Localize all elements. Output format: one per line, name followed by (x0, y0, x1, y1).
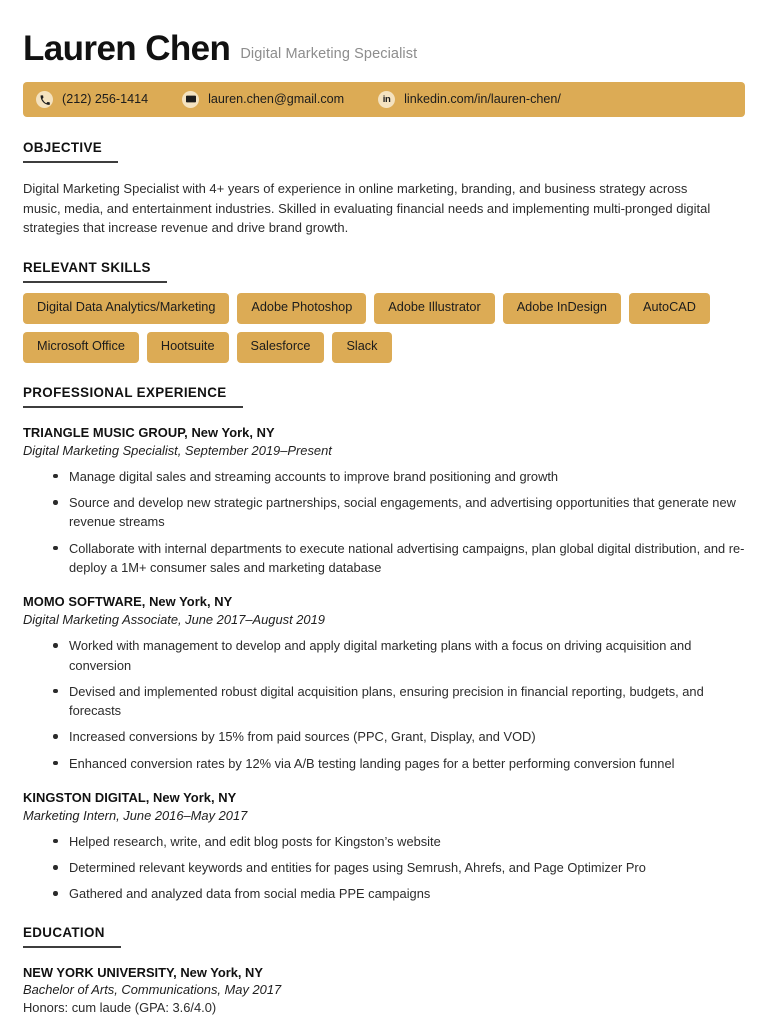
skill-pill: Digital Data Analytics/Marketing (23, 293, 229, 324)
experience-entry (23, 425, 745, 577)
experience-company: KINGSTON DIGITAL, New York, NY (23, 789, 237, 805)
experience-bullet: Increased conversions by 15% from paid sources (PPC, Grant, Display, and VOD) (53, 727, 745, 746)
experience-bullet: Gathered and analyzed data from social media PPE campaigns (53, 884, 745, 903)
contact-bar (23, 82, 745, 117)
experience-list (23, 425, 745, 904)
skill-pill: Adobe Illustrator (374, 293, 494, 324)
experience-bullets (23, 467, 745, 577)
section-experience (23, 384, 745, 904)
experience-bullets (23, 832, 745, 904)
contact-phone[interactable] (36, 91, 148, 108)
section-title-skills: RELEVANT SKILLS (23, 260, 167, 283)
section-title-objective: OBJECTIVE (23, 140, 118, 163)
contact-linkedin[interactable] (378, 91, 561, 108)
candidate-headline: Digital Marketing Specialist (240, 46, 418, 62)
experience-title: Digital Marketing Specialist, September 2019–Present (23, 442, 332, 458)
education-degree: Bachelor of Arts, Communications, May 2017 (23, 981, 282, 997)
experience-entry (23, 790, 745, 904)
experience-title: Marketing Intern, June 2016–May 2017 (23, 807, 248, 823)
linkedin-icon (378, 91, 395, 108)
experience-company: TRIANGLE MUSIC GROUP, New York, NY (23, 424, 275, 440)
experience-bullet: Source and develop new strategic partnerships, social engagements, and advertising opportunities that generate new revenue streams (53, 493, 745, 532)
contact-linkedin-value: linkedin.com/in/lauren-chen/ (404, 92, 561, 107)
experience-bullet: Enhanced conversion rates by 12% via A/B testing landing pages for a better performing conversion funnel (53, 754, 745, 773)
envelope-icon (182, 91, 199, 108)
section-title-experience: PROFESSIONAL EXPERIENCE (23, 385, 243, 408)
experience-entry (23, 594, 745, 773)
contact-email-value: lauren.chen@gmail.com (208, 92, 345, 107)
experience-bullet: Manage digital sales and streaming accounts to improve brand positioning and growth (53, 467, 745, 486)
skill-pill: Hootsuite (147, 332, 229, 363)
section-title-education: EDUCATION (23, 925, 121, 948)
skill-pill: Salesforce (237, 332, 325, 363)
section-skills (23, 259, 745, 363)
experience-bullet: Determined relevant keywords and entities for pages using Semrush, Ahrefs, and Page Optimizer Pro (53, 858, 745, 877)
section-education (23, 924, 745, 1015)
objective-text: Digital Marketing Specialist with 4+ years of experience in online marketing, branding, and business strategy across music, media, and entertainment industries. Skilled in evaluating financial needs and implementing multi-pronged digital strategies that increase revenue and drive brand growth. (23, 180, 711, 236)
education-entry (23, 965, 745, 1015)
experience-bullet: Worked with management to develop and apply digital marketing plans with a focus on driving acquisition and conversion (53, 636, 745, 675)
candidate-name: Lauren Chen (23, 29, 231, 68)
skill-pill: Adobe Photoshop (237, 293, 366, 324)
experience-title: Digital Marketing Associate, June 2017–August 2019 (23, 612, 325, 628)
skill-pill: AutoCAD (629, 293, 710, 324)
skill-pill: Slack (332, 332, 391, 363)
contact-email[interactable] (182, 91, 344, 108)
experience-bullets (23, 636, 745, 773)
experience-bullet: Collaborate with internal departments to execute national advertising campaigns, plan global digital distribution, and re-deploy a 1M+ consumer sales and marketing database (53, 539, 745, 578)
phone-icon (36, 91, 53, 108)
experience-company: MOMO SOFTWARE, New York, NY (23, 594, 233, 610)
experience-bullet: Devised and implemented robust digital acquisition plans, ensuring precision in financial reporting, budgets, and forecasts (53, 682, 745, 721)
education-school: NEW YORK UNIVERSITY, New York, NY (23, 964, 263, 980)
skill-pill: Adobe InDesign (503, 293, 621, 324)
education-honors: Honors: cum laude (GPA: 3.6/4.0) (23, 999, 217, 1015)
skills-list (23, 293, 745, 363)
linkedin-glyph: in (382, 94, 391, 105)
resume-header (23, 0, 745, 68)
experience-bullet: Helped research, write, and edit blog posts for Kingston’s website (53, 832, 745, 851)
contact-phone-value: (212) 256-1414 (62, 92, 149, 107)
skill-pill: Microsoft Office (23, 332, 139, 363)
section-objective (23, 139, 745, 238)
education-list (23, 965, 745, 1015)
